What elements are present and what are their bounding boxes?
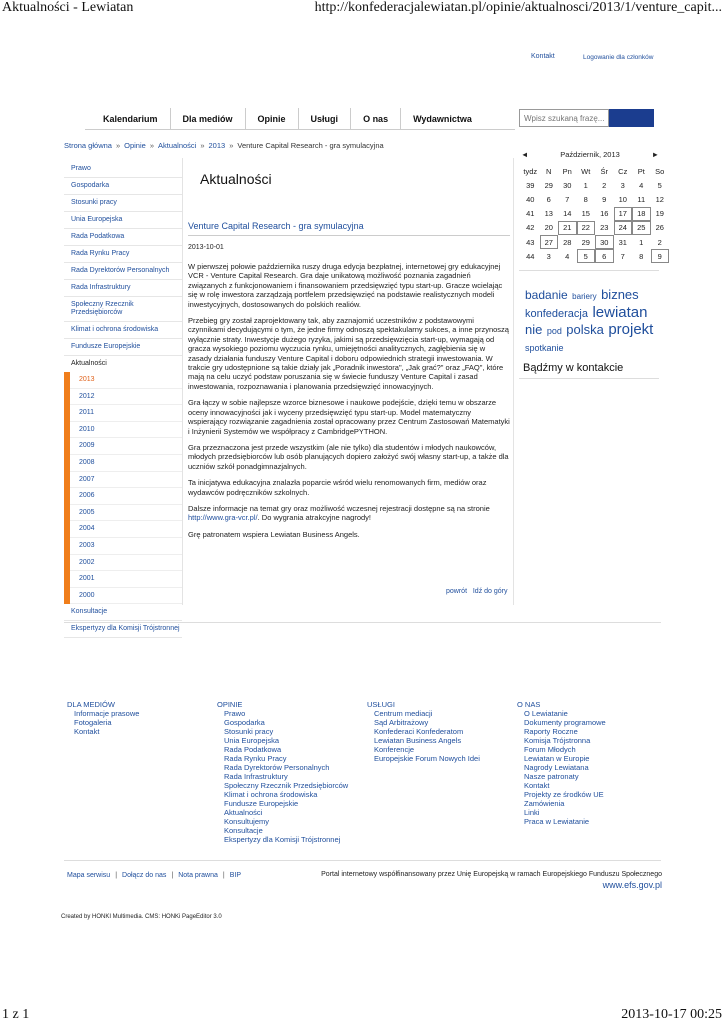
sidebar-item[interactable]: Rada Rynku Pracy — [64, 246, 182, 263]
divider — [519, 270, 659, 271]
calendar-day[interactable]: 17 — [614, 207, 633, 221]
footer-column-heading[interactable]: O NAS — [517, 700, 541, 709]
calendar-day[interactable]: 28 — [563, 237, 572, 247]
calendar-day[interactable]: 2 — [657, 237, 662, 247]
calendar-day[interactable]: 1 — [639, 237, 644, 247]
footer-link[interactable]: Stosunki pracy — [224, 727, 274, 736]
print-page-url: http://konfederacjalewiatan.pl/opinie/aktualnosci/2013/1/venture_capit... — [314, 0, 722, 15]
article-paragraph-info — [188, 504, 510, 523]
footer-link-legal[interactable]: Nota prawna — [178, 872, 218, 879]
print-datetime: 2013-10-17 00:25 — [621, 1007, 722, 1022]
sidebar-year-item[interactable]: 2008 — [70, 455, 182, 472]
page-title: Aktualności — [200, 171, 272, 187]
calendar-month: Październik, 2013 — [560, 150, 620, 159]
sidebar — [64, 161, 182, 638]
article-date: 2013-10-01 — [188, 244, 224, 251]
calendar-day[interactable]: 29 — [581, 237, 590, 247]
sidebar-item[interactable]: Stosunki pracy — [64, 195, 182, 212]
sidebar-item[interactable]: Unia Europejska — [64, 212, 182, 229]
article-paragraph: Przebieg gry został zaprojektowany tak, aby zaznajomić uczestników z podstawowymi czynnikami decydującymi o tym, że jedne firmy odnoszą spektakularny sukces, a inne przynoszą wyłącznie straty. Inwestycje dużego ryzyka, jakimi są przedsięwzięcia start-up, wymagają od gracza wysokiego poziomu wyczucia rynku, umiejętności analitycznych, zagłębienia się w zasady działania funduszy Venture Capital i doboru odpowiednich strategii inwestowania. W trakcie gry udostępnione są takie działy jak „Poradnik inwestora", „Jak grać?" oraz „FAQ", które mają na celu uczyć podstaw poruszania się w świecie funduszy Venture Capital i zasad inwestowania, rozpoznawania i planowania przedsięwzięć innowacyjnych. — [188, 316, 509, 391]
game-website-link[interactable]: http://www.gra-vcr.pl/ — [188, 513, 258, 523]
sidebar-item[interactable]: Społeczny Rzecznik Przedsiębiorców — [64, 297, 182, 322]
sidebar-item[interactable]: Fundusze Europejskie — [64, 339, 182, 356]
breadcrumb-aktualnosci[interactable]: Aktualności — [157, 141, 197, 150]
breadcrumb-separator: » — [229, 141, 234, 150]
tag-link[interactable]: nie — [525, 322, 543, 337]
footer-link[interactable]: Ekspertyzy dla Komisji Trójstronnej — [224, 835, 341, 844]
calendar-week-number: 44 — [526, 251, 535, 261]
footer-separator: | — [222, 872, 225, 879]
print-page-number: 1 z 1 — [2, 1007, 30, 1022]
sidebar-year-item[interactable]: 2005 — [70, 505, 182, 522]
footer-link[interactable]: Dokumenty programowe — [524, 718, 606, 727]
footer-link[interactable]: Linki — [524, 808, 540, 817]
sidebar-year-item[interactable]: 2011 — [70, 405, 182, 422]
footer-link[interactable]: Konfederaci Konfederatom — [374, 727, 464, 736]
sidebar-year-item[interactable]: 2003 — [70, 538, 182, 555]
tag-link[interactable]: polska — [566, 322, 604, 337]
calendar-day[interactable]: 11 — [637, 194, 646, 204]
calendar-day[interactable]: 18 — [632, 207, 651, 221]
footer-link[interactable]: Rada Infrastruktury — [224, 772, 288, 781]
calendar-day[interactable]: 10 — [618, 194, 627, 204]
calendar-day[interactable]: 6 — [546, 194, 551, 204]
tag-link[interactable]: projekt — [608, 321, 654, 338]
sidebar-item[interactable]: Rada Dyrektorów Personalnych — [64, 263, 182, 280]
footer-link[interactable]: Kontakt — [74, 727, 100, 736]
calendar-day[interactable]: 26 — [655, 223, 664, 233]
nav-uslugi[interactable]: Usługi — [299, 108, 352, 130]
calendar-week-row — [521, 192, 669, 206]
breadcrumb-separator: » — [149, 141, 154, 150]
footer-column-uslugi — [367, 700, 480, 763]
sidebar-year-item[interactable]: 2013 — [70, 372, 182, 389]
tag-link[interactable]: bariery — [572, 292, 597, 301]
calendar-week-row — [521, 178, 669, 192]
footer-link-join[interactable]: Dołącz do nas — [122, 872, 167, 879]
calendar-day[interactable]: 30 — [595, 235, 614, 249]
tag-cloud — [525, 287, 657, 356]
top-contact-link[interactable]: Kontakt — [531, 53, 555, 60]
sidebar-year-item[interactable]: 2012 — [70, 389, 182, 406]
calendar-day[interactable]: 31 — [618, 237, 627, 247]
footer-link[interactable]: Forum Młodych — [524, 745, 576, 754]
footer-link[interactable]: Konferencje — [374, 745, 415, 754]
article-body — [188, 262, 510, 546]
sidebar-year-item[interactable]: 2007 — [70, 472, 182, 489]
efs-text: Portal internetowy współfinansowany przez Unię Europejską w ramach Europejskiego Funduszu Społecznego — [321, 871, 662, 878]
footer-link[interactable]: Informacje prasowe — [74, 709, 140, 718]
calendar-day[interactable]: 1 — [583, 180, 588, 190]
footer-link[interactable]: Projekty ze środków UE — [524, 790, 604, 799]
calendar-day[interactable]: 24 — [614, 221, 633, 235]
breadcrumb-2013[interactable]: 2013 — [208, 141, 226, 150]
tag-link[interactable]: konfederacja — [525, 308, 588, 320]
calendar-weekday-header: Pt — [637, 166, 645, 176]
calendar-weekday-header: So — [655, 166, 665, 176]
nav-kalendarium[interactable]: Kalendarium — [85, 108, 171, 130]
calendar-day[interactable]: 16 — [600, 209, 609, 219]
sidebar-year-item[interactable]: 2002 — [70, 555, 182, 572]
calendar-day[interactable]: 22 — [577, 221, 596, 235]
footer-link[interactable]: Komisja Trójstronna — [524, 736, 591, 745]
footer-link[interactable]: Konsultacje — [224, 826, 263, 835]
calendar-day[interactable]: 27 — [540, 235, 559, 249]
calendar-week-row — [521, 221, 669, 235]
info-text: Dalsze informacje na temat gry oraz możliwość wczesnej rejestracji dostępne są na stronie — [188, 503, 490, 513]
footer-column-heading[interactable]: USŁUGI — [367, 700, 395, 709]
footer-link[interactable]: Fotogaleria — [74, 718, 112, 727]
footer-separator: | — [115, 872, 118, 879]
footer-links — [67, 872, 241, 879]
nav-o-nas[interactable]: O nas — [351, 108, 401, 130]
footer-link[interactable]: Nasze patronaty — [524, 772, 579, 781]
efs-link[interactable]: www.efs.gov.pl — [602, 880, 662, 890]
calendar-day[interactable]: 6 — [595, 249, 614, 263]
calendar-day[interactable]: 3 — [620, 180, 625, 190]
calendar-day[interactable]: 9 — [602, 194, 607, 204]
article-paragraph: Ta inicjatywa edukacyjna znalazła poparcie wśród wielu renomowanych firm, mediów oraz wydawców podręczników szkolnych. — [188, 478, 487, 497]
sidebar-item[interactable]: Konsultacje — [64, 604, 182, 621]
sidebar-years — [64, 372, 182, 604]
footer-link[interactable]: Sąd Arbitrażowy — [374, 718, 429, 727]
tag-link[interactable]: spotkanie — [525, 343, 564, 353]
footer-column-opinie — [217, 700, 348, 844]
calendar-next-button[interactable]: ► — [651, 150, 659, 159]
footer-separator: | — [171, 872, 174, 879]
footer-link[interactable]: Nagrody Lewiatana — [524, 763, 589, 772]
footer-link[interactable]: O Lewiatanie — [524, 709, 568, 718]
footer-link-sitemap[interactable]: Mapa serwisu — [67, 872, 111, 879]
calendar-day[interactable]: 5 — [657, 180, 662, 190]
footer-link-bip[interactable]: BIP — [229, 872, 242, 879]
main-navigation — [85, 108, 515, 130]
calendar-day[interactable]: 4 — [639, 180, 644, 190]
calendar-day[interactable]: 30 — [563, 180, 572, 190]
footer-link[interactable]: Konsultujemy — [224, 817, 270, 826]
calendar-day[interactable]: 29 — [544, 180, 553, 190]
footer-column-media — [67, 700, 139, 736]
calendar-weekday-header: Pn — [562, 166, 572, 176]
footer-link[interactable]: Kontakt — [524, 781, 550, 790]
search-input[interactable] — [519, 109, 609, 127]
footer-column-o-nas — [517, 700, 606, 826]
breadcrumb-separator: » — [115, 141, 121, 150]
sidebar-item-current[interactable]: Aktualności — [71, 360, 107, 367]
breadcrumb-separator: » — [200, 141, 205, 150]
breadcrumb-home[interactable]: Strona główna — [64, 141, 112, 150]
article-title[interactable]: Venture Capital Research - gra symulacyjna — [188, 221, 364, 231]
article-paragraph: Gra przeznaczona jest przede wszystkim (ale nie tylko) dla studentów i młodych naukowców, młodych przedsiębiorców lub osób planujących dopiero założyć swój własny start-up, a także dla uczniów szkół ponadgimnazjalnych. — [188, 442, 509, 471]
sidebar-item[interactable]: Ekspertyzy dla Komisji Trójstronnej — [64, 621, 182, 638]
calendar-day[interactable]: 8 — [583, 194, 588, 204]
footer-link[interactable]: Fundusze Europejskie — [224, 799, 299, 808]
credits: Created by HONKI Multimedia. CMS: HONKi PageEditor 3.0 — [61, 914, 222, 920]
calendar-weekday-header: Cz — [618, 166, 628, 176]
tag-link[interactable]: biznes — [601, 287, 639, 302]
tag-link[interactable]: lewiatan — [592, 304, 648, 321]
calendar-weekday-header: tydz — [523, 166, 538, 176]
calendar-weekday-header: N — [546, 166, 552, 176]
nav-opinie[interactable]: Opinie — [246, 108, 299, 130]
sidebar-year-item[interactable]: 2009 — [70, 438, 182, 455]
calendar-day[interactable]: 14 — [563, 209, 572, 219]
footer-link[interactable]: Gospodarka — [224, 718, 265, 727]
sidebar-item[interactable]: Klimat i ochrona środowiska — [64, 322, 182, 339]
sidebar-year-item[interactable]: 2001 — [70, 571, 182, 588]
calendar-week-number: 43 — [526, 237, 535, 247]
calendar-day[interactable]: 25 — [632, 221, 651, 235]
calendar-week-row — [521, 207, 669, 221]
footer-link[interactable]: Centrum mediacji — [374, 709, 433, 718]
back-links — [446, 588, 508, 595]
article-paragraph: Gra łączy w sobie najlepsze wzorce biznesowe i naukowe podejście, dzięki temu w obszarze oceny innowacyjności jak i wyceny przedsięwzięć typu start-up. Model matematyczny wspierający rozwiązanie zagadnienia został opracowany przez Centrum Zastosowań Matematyki i Inżynierii Systemów we współpracy z CambridgePYTHON. — [188, 398, 510, 436]
calendar-week-row — [521, 235, 669, 249]
breadcrumb — [64, 141, 384, 150]
calendar-day[interactable]: 8 — [639, 251, 644, 261]
calendar-day[interactable]: 15 — [581, 209, 590, 219]
calendar — [521, 164, 669, 263]
breadcrumb-opinie[interactable]: Opinie — [124, 141, 146, 150]
footer-link[interactable]: Rada Podatkowa — [224, 745, 282, 754]
divider — [519, 378, 659, 379]
footer-link[interactable]: Prawo — [224, 709, 246, 718]
calendar-day[interactable]: 3 — [546, 251, 551, 261]
nav-dla-mediow[interactable]: Dla mediów — [171, 108, 246, 130]
footer-link[interactable]: Aktualności — [224, 808, 263, 817]
footer-link[interactable]: Raporty Roczne — [524, 727, 578, 736]
footer-column-heading[interactable]: OPINIE — [217, 700, 243, 709]
footer-link[interactable]: Unia Europejska — [224, 736, 280, 745]
calendar-weekday-header: Śr — [600, 166, 608, 176]
article-paragraph: Grę patronatem wspiera Lewiatan Business Angels. — [188, 529, 360, 539]
contact-heading: Bądźmy w kontakcie — [523, 362, 624, 374]
calendar-week-number: 40 — [526, 194, 535, 204]
sidebar-item[interactable]: Gospodarka — [64, 178, 182, 195]
sidebar-year-item[interactable]: 2010 — [70, 422, 182, 439]
calendar-weekday-header: Wt — [581, 166, 591, 176]
divider — [64, 622, 661, 623]
footer-link[interactable]: Lewiatan w Europie — [524, 754, 590, 763]
calendar-day[interactable]: 20 — [544, 223, 553, 233]
calendar-day[interactable]: 12 — [655, 194, 664, 204]
info-text-end: . Do wygrania atrakcyjne nagrody! — [257, 513, 371, 523]
sidebar-year-item[interactable]: 2006 — [70, 488, 182, 505]
footer-link[interactable]: Zamówienia — [524, 799, 565, 808]
footer-link[interactable]: Klimat i ochrona środowiska — [224, 790, 318, 799]
footer-link[interactable]: Rada Dyrektorów Personalnych — [224, 763, 330, 772]
nav-wydawnictwa[interactable]: Wydawnictwa — [413, 113, 472, 124]
footer-link[interactable]: Praca w Lewiatanie — [524, 817, 590, 826]
footer-link[interactable]: Rada Rynku Pracy — [224, 754, 287, 763]
top-link[interactable]: Idź do góry — [472, 588, 508, 595]
calendar-day[interactable]: 23 — [600, 223, 609, 233]
breadcrumb-current: Venture Capital Research - gra symulacyjna — [237, 141, 384, 150]
calendar-day[interactable]: 13 — [544, 209, 553, 219]
top-login-link[interactable]: Logowanie dla członków — [583, 54, 654, 61]
calendar-day[interactable]: 4 — [565, 251, 570, 261]
back-link[interactable]: powrót — [446, 588, 468, 595]
sidebar-item[interactable]: Rada Infrastruktury — [64, 280, 182, 297]
calendar-week-number: 41 — [526, 209, 535, 219]
footer-link[interactable]: Społeczny Rzecznik Przedsiębiorców — [224, 781, 349, 790]
sidebar-year-item[interactable]: 2004 — [70, 521, 182, 538]
article-paragraph: W pierwszej połowie października ruszy druga edycja bezpłatnej, internetowej gry edukacyjnej VCR - Venture Capital Research. Gra daje unikatową możliwość poznania zagadnień związanych z funkcjonowaniem i finansowaniem przedsięwzięć typu start-up. Gracze wcielając się w rolę inwestora zarządzają portfelem przedsięwzięć na podstawie realistycznych modeli inwestycyjnych, dostosowanych do polskich realiów. — [188, 262, 503, 309]
calendar-prev-button[interactable]: ◄ — [521, 150, 529, 159]
calendar-day[interactable]: 2 — [602, 180, 607, 190]
calendar-day[interactable]: 21 — [558, 221, 577, 235]
footer-link[interactable]: Lewiatan Business Angels — [374, 736, 462, 745]
divider — [64, 860, 661, 861]
tag-link[interactable]: pod — [546, 326, 562, 336]
footer-column-heading[interactable]: DLA MEDIÓW — [67, 700, 115, 709]
calendar-day[interactable]: 7 — [565, 194, 570, 204]
calendar-week-number: 39 — [526, 180, 535, 190]
calendar-day[interactable]: 5 — [577, 249, 596, 263]
print-page-title: Aktualności - Lewiatan — [2, 0, 134, 15]
sidebar-item[interactable]: Rada Podatkowa — [64, 229, 182, 246]
calendar-day[interactable]: 19 — [655, 209, 664, 219]
tag-link[interactable]: badanie — [525, 288, 568, 302]
divider — [188, 235, 510, 236]
sidebar-item[interactable]: Prawo — [64, 161, 182, 178]
search-button[interactable] — [609, 109, 654, 127]
calendar-header — [521, 150, 659, 159]
calendar-week-row — [521, 249, 669, 263]
footer-link[interactable]: Europejskie Forum Nowych Idei — [374, 754, 480, 763]
calendar-day[interactable]: 7 — [620, 251, 625, 261]
calendar-day[interactable]: 9 — [651, 249, 670, 263]
sidebar-year-item[interactable]: 2000 — [70, 588, 182, 605]
calendar-week-number: 42 — [526, 223, 535, 233]
